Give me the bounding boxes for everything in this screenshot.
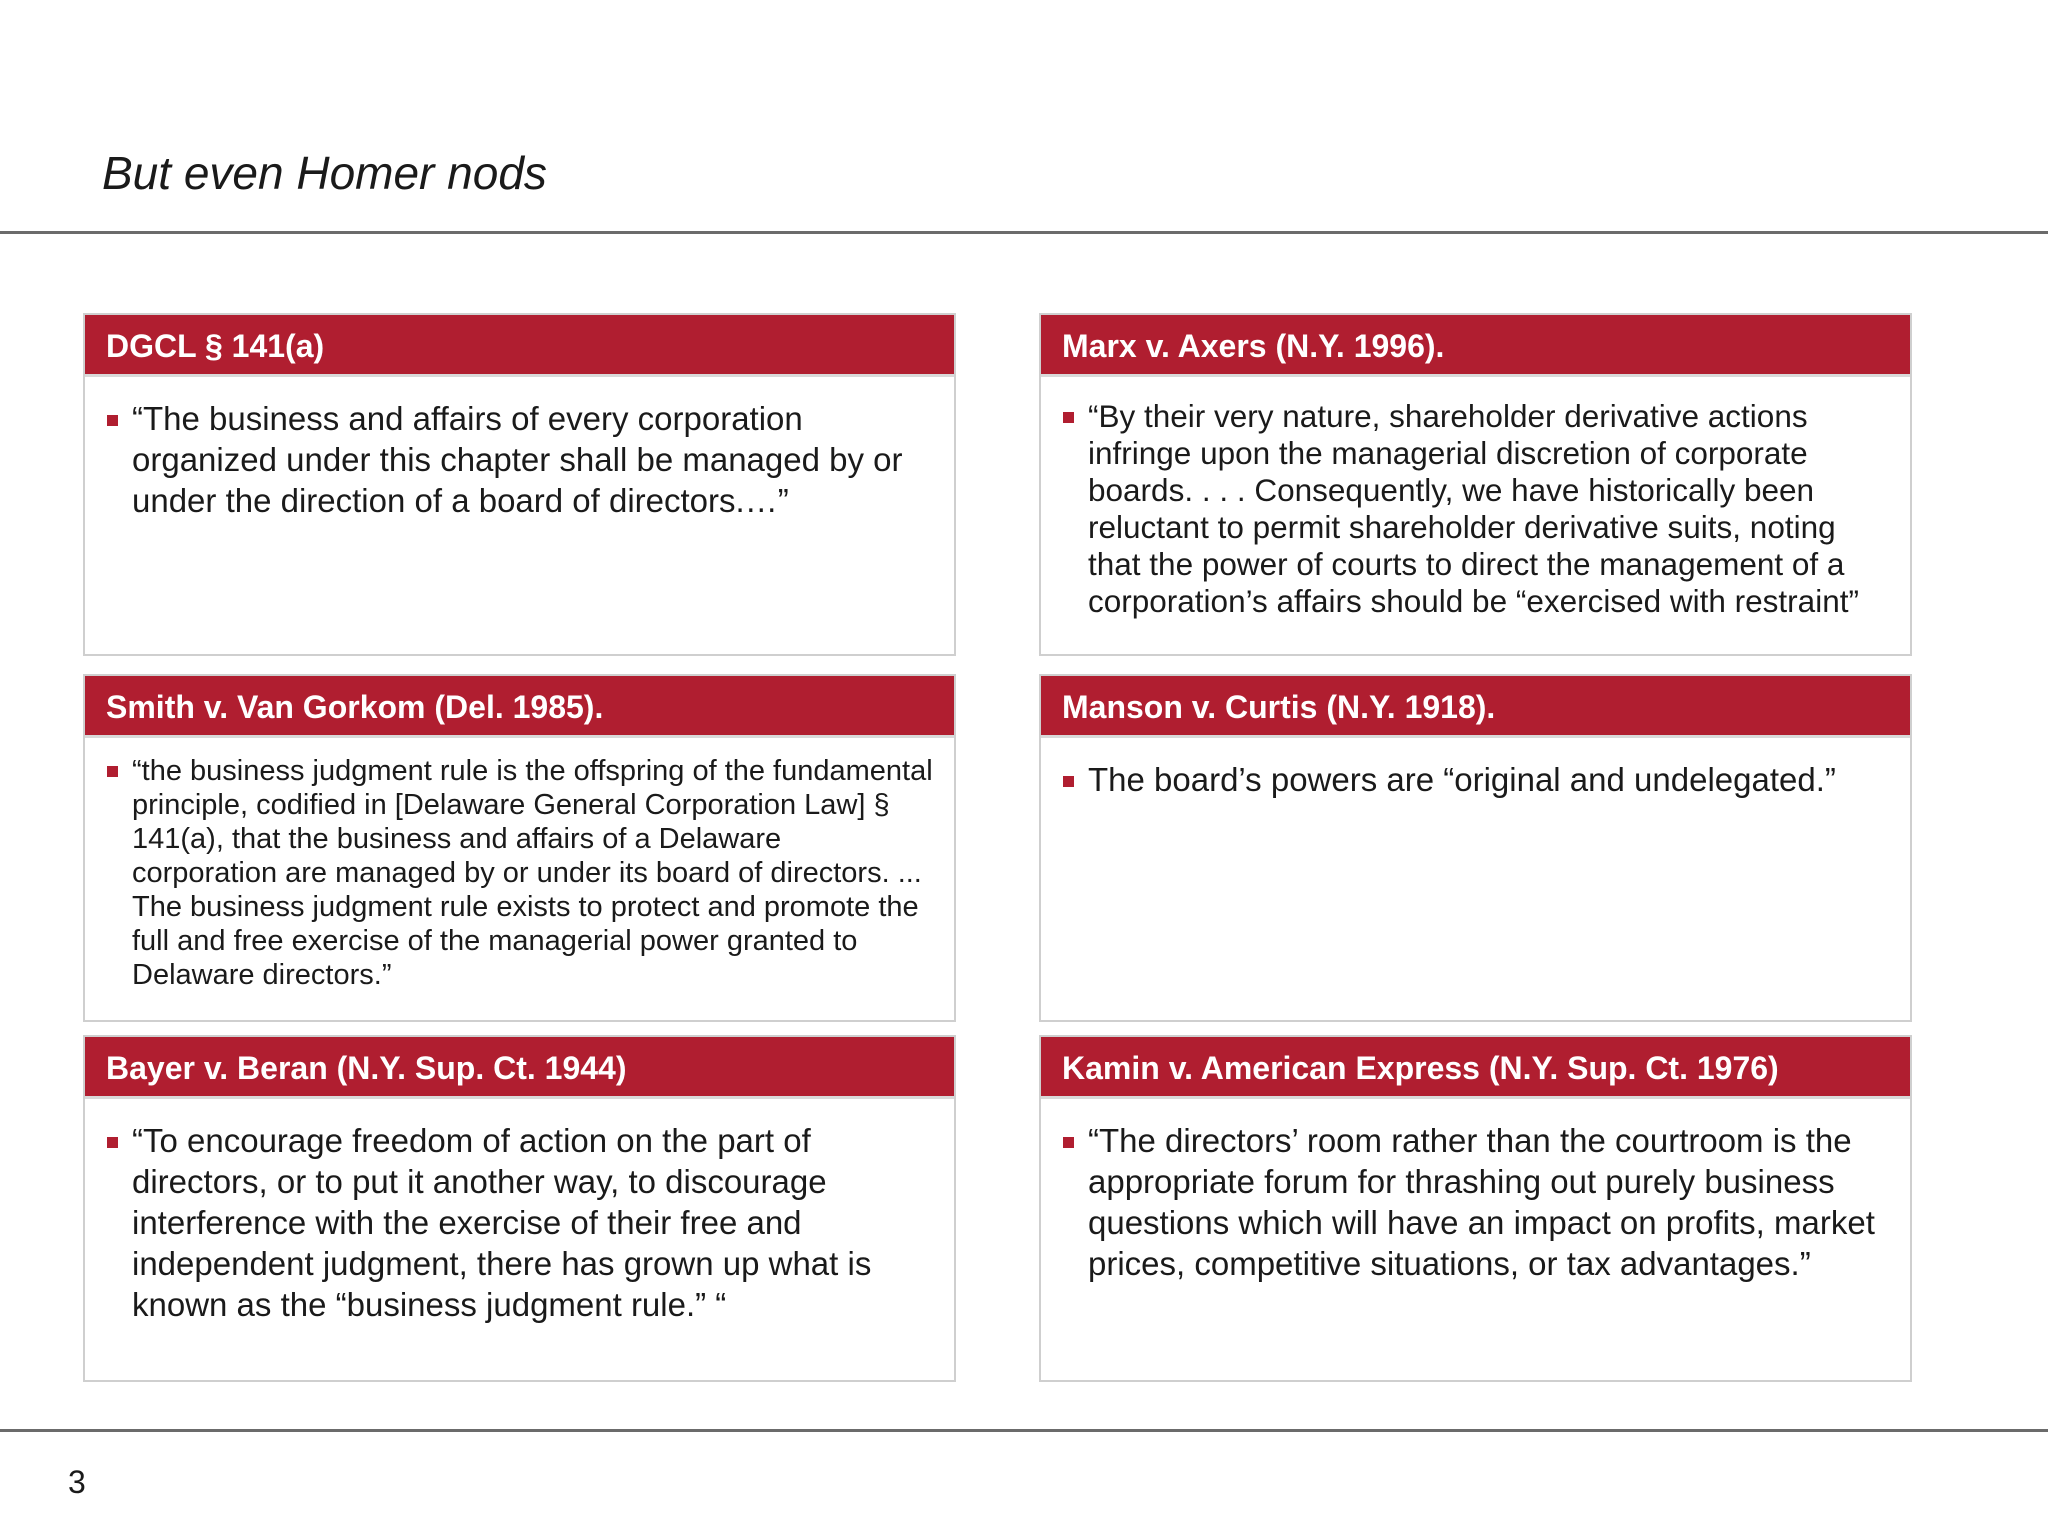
slide-title: But even Homer nods [102, 147, 547, 199]
card-heading: DGCL § 141(a) [85, 315, 954, 377]
card-heading: Smith v. Van Gorkom (Del. 1985). [85, 676, 954, 738]
square-bullet-icon [107, 415, 118, 426]
card-smith-v-van-gorkom [83, 674, 956, 1022]
card-heading: Bayer v. Beran (N.Y. Sup. Ct. 1944) [85, 1037, 954, 1099]
card-dgcl-141a [83, 313, 956, 656]
card-quote: “To encourage freedom of action on the part of directors, or to put it another way, to discourage interference with the exercise of their free and independent judgment, there has grown up what is known as the “business judgment rule.” “ [132, 1122, 872, 1323]
card-heading: Marx v. Axers (N.Y. 1996). [1041, 315, 1910, 377]
card-body [85, 738, 954, 992]
square-bullet-icon [1063, 776, 1074, 787]
footer-divider [0, 1429, 2048, 1432]
card-manson-v-curtis [1039, 674, 1912, 1022]
card-bayer-v-beran [83, 1035, 956, 1382]
square-bullet-icon [107, 766, 118, 777]
card-quote: “the business judgment rule is the offspring of the fundamental principle, codified in [Delaware General Corporation Law] § 141(a), that the business and affairs of a Delaware corporation are managed by or under its board of directors. ... The business judgment rule exists to protect and promote the full and free exercise of the managerial power granted to Delaware directors.” [132, 755, 933, 991]
card-heading: Manson v. Curtis (N.Y. 1918). [1041, 676, 1910, 738]
card-body [85, 377, 954, 521]
card-quote: “By their very nature, shareholder derivative actions infringe upon the managerial discretion of corporate boards. . . . Consequently, we have historically been reluctant to permit shareholder derivative suits, noting that the power of courts to direct the management of a corporation’s affairs should be “exercised with restraint” [1088, 398, 1859, 619]
card-heading: Kamin v. American Express (N.Y. Sup. Ct. 1976) [1041, 1037, 1910, 1099]
title-divider [0, 231, 2048, 234]
card-quote: “The directors’ room rather than the courtroom is the appropriate forum for thrashing out purely business questions which will have an impact on profits, market prices, competitive situations, or tax advantages.” [1088, 1122, 1875, 1282]
card-marx-v-axers [1039, 313, 1912, 656]
square-bullet-icon [107, 1137, 118, 1148]
card-body [1041, 377, 1910, 620]
square-bullet-icon [1063, 1137, 1074, 1148]
card-quote: The board’s powers are “original and undelegated.” [1088, 761, 1836, 798]
card-quote: “The business and affairs of every corporation organized under this chapter shall be managed by or under the direction of a board of directors.…” [132, 400, 903, 519]
card-kamin-v-american-express [1039, 1035, 1912, 1382]
square-bullet-icon [1063, 412, 1074, 423]
card-body [1041, 738, 1910, 800]
card-body [1041, 1099, 1910, 1284]
card-body [85, 1099, 954, 1325]
page-number: 3 [68, 1464, 86, 1500]
